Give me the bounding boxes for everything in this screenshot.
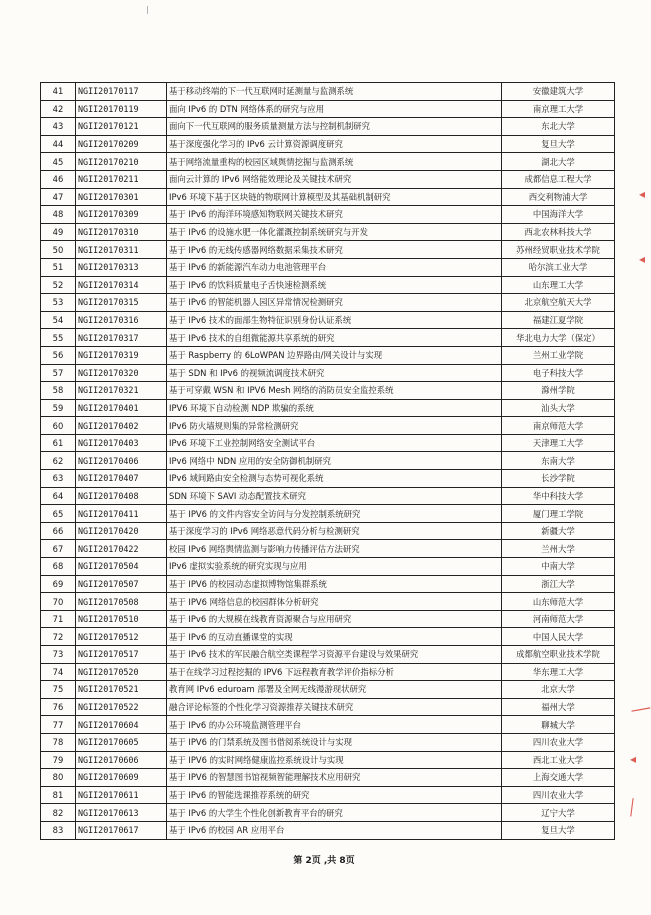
project-code: NGII20170611 [76,786,167,804]
university-name: 山东理工大学 [502,276,615,294]
row-number: 58 [41,382,76,400]
table-row [41,399,615,417]
project-title: 基于 IPV6 网络信息的校园群体分析研究 [167,593,502,611]
project-title: 校园 IPv6 网络舆情监测与影响力传播评估方法研究 [167,540,502,558]
row-number: 53 [41,294,76,312]
project-title: 基于 IPv6 的无线传感器网络数据采集技术研究 [167,241,502,259]
university-name: 河南师范大学 [502,610,615,628]
university-name: 兰州工业学院 [502,346,615,364]
project-code: NGII20170401 [76,399,167,417]
row-number: 54 [41,311,76,329]
project-code: NGII20170504 [76,558,167,576]
row-number: 79 [41,751,76,769]
project-title: IPV6 环境下自动检测 NDP 欺骗的系统 [167,399,502,417]
university-name: 西北农林科技大学 [502,223,615,241]
row-number: 65 [41,505,76,523]
project-code: NGII20170522 [76,698,167,716]
project-code: NGII20170301 [76,188,167,206]
row-number: 73 [41,646,76,664]
table-row [41,751,615,769]
university-name: 成都航空职业技术学院 [502,646,615,664]
scan-mark [147,6,148,14]
row-number: 44 [41,135,76,153]
project-code: NGII20170117 [76,83,167,101]
table-row [41,434,615,452]
university-name: 聊城大学 [502,716,615,734]
project-code: NGII20170517 [76,646,167,664]
project-code: NGII20170520 [76,663,167,681]
table-row [41,382,615,400]
university-name: 汕头大学 [502,399,615,417]
university-name: 北京大学 [502,681,615,699]
project-code: NGII20170321 [76,382,167,400]
project-title: 基于 Raspberry 的 6LoWPAN 边界路由/网关设计与实现 [167,346,502,364]
table-row [41,733,615,751]
row-number: 67 [41,540,76,558]
row-number: 69 [41,575,76,593]
table-row [41,223,615,241]
project-code: NGII20170316 [76,311,167,329]
university-name: 长沙学院 [502,470,615,488]
row-number: 64 [41,487,76,505]
table-row [41,118,615,136]
table-row [41,83,615,101]
university-name: 湖北大学 [502,153,615,171]
row-number: 82 [41,804,76,822]
project-code: NGII20170210 [76,153,167,171]
project-code: NGII20170402 [76,417,167,435]
project-title: 基于 IPv6 技术的自组微能源共享系统的研究 [167,329,502,347]
project-code: NGII20170310 [76,223,167,241]
project-code: NGII20170609 [76,769,167,787]
university-name: 南京师范大学 [502,417,615,435]
project-title: SDN 环境下 SAVI 动态配置技术研究 [167,487,502,505]
project-title: 基于 IPv6 的办公环境监测管理平台 [167,716,502,734]
row-number: 62 [41,452,76,470]
table-row [41,487,615,505]
project-title: IPv6 防火墙规则集的异常检测研究 [167,417,502,435]
row-number: 72 [41,628,76,646]
university-name: 南京理工大学 [502,100,615,118]
project-title: 面向云计算的 IPv6 网络能效理论及关键技术研究 [167,170,502,188]
project-code: NGII20170510 [76,610,167,628]
project-code: NGII20170605 [76,733,167,751]
table-row [41,558,615,576]
row-number: 81 [41,786,76,804]
project-title: 基于 IPv6 的新能源汽车动力电池管理平台 [167,258,502,276]
row-number: 71 [41,610,76,628]
stamp-fragment-1: ◂ [639,187,646,201]
table-row [41,188,615,206]
row-number: 56 [41,346,76,364]
project-title: 基于移动终端的下一代互联网时延测量与监测系统 [167,83,502,101]
project-title: 基于在线学习过程挖掘的 IPV6 下远程教育教学评价指标分析 [167,663,502,681]
project-title: 基于 IPV6 的校园动态虚拟博物馆集群系统 [167,575,502,593]
table-row [41,593,615,611]
table-row [41,821,615,839]
table-row [41,646,615,664]
project-code: NGII20170507 [76,575,167,593]
project-code: NGII20170320 [76,364,167,382]
row-number: 80 [41,769,76,787]
project-code: NGII20170613 [76,804,167,822]
project-code: NGII20170211 [76,170,167,188]
project-code: NGII20170313 [76,258,167,276]
university-name: 北京航空航天大学 [502,294,615,312]
row-number: 74 [41,663,76,681]
table-row [41,364,615,382]
row-number: 57 [41,364,76,382]
university-name: 中国海洋大学 [502,206,615,224]
row-number: 50 [41,241,76,259]
row-number: 47 [41,188,76,206]
project-code: NGII20170408 [76,487,167,505]
table-row [41,769,615,787]
university-name: 华北电力大学（保定） [502,329,615,347]
table-row [41,716,615,734]
project-code: NGII20170403 [76,434,167,452]
project-title: 面向 IPv6 的 DTN 网络体系的研究与应用 [167,100,502,118]
table-row [41,505,615,523]
table-row [41,628,615,646]
project-title: 基于 SDN 和 IPv6 的视频流调度技术研究 [167,364,502,382]
page-footer: 第 2页 ,共 8页 [293,856,355,866]
project-code: NGII20170604 [76,716,167,734]
project-code: NGII20170315 [76,294,167,312]
university-name: 西交利物浦大学 [502,188,615,206]
project-title: IPv6 虚拟实验系统的研究实现与应用 [167,558,502,576]
project-code: NGII20170121 [76,118,167,136]
project-code: NGII20170411 [76,505,167,523]
project-code: NGII20170508 [76,593,167,611]
table-row [41,346,615,364]
project-title: IPv6 环境下工业控制网络安全测试平台 [167,434,502,452]
project-title: 基于深度强化学习的 IPv6 云计算资源调度研究 [167,135,502,153]
table-row [41,698,615,716]
project-code: NGII20170422 [76,540,167,558]
project-code: NGII20170407 [76,470,167,488]
university-name: 辽宁大学 [502,804,615,822]
project-code: NGII20170420 [76,522,167,540]
project-table [40,82,615,840]
row-number: 51 [41,258,76,276]
table-row [41,241,615,259]
project-title: 教育网 IPv6 eduroam 部署及全网无线漫游现状研究 [167,681,502,699]
row-number: 83 [41,821,76,839]
project-code: NGII20170309 [76,206,167,224]
project-title: IPv6 环境下基于区块链的物联网计算模型及其基础机制研究 [167,188,502,206]
project-title: 基于 IPV6 的智慧图书馆视频智能理解技术应用研究 [167,769,502,787]
university-name: 天津理工大学 [502,434,615,452]
table-row [41,575,615,593]
project-title: 基于 IPv6 的智能选课推荐系统的研究 [167,786,502,804]
project-title: 基于 IPv6 的海洋环境感知物联网关键技术研究 [167,206,502,224]
row-number: 41 [41,83,76,101]
university-name: 西北工业大学 [502,751,615,769]
stamp-fragment-2: ◂ [639,252,646,266]
university-name: 复旦大学 [502,821,615,839]
project-title: 基于 IPV6 的实时网络健康监控系统设计与实现 [167,751,502,769]
project-code: NGII20170617 [76,821,167,839]
row-number: 52 [41,276,76,294]
table-row [41,470,615,488]
row-number: 48 [41,206,76,224]
project-code: NGII20170521 [76,681,167,699]
table-row [41,522,615,540]
row-number: 68 [41,558,76,576]
table-row [41,452,615,470]
project-code: NGII20170311 [76,241,167,259]
project-title: 基于 IPv6 的饮料质量电子舌快速检测系统 [167,276,502,294]
university-name: 东南大学 [502,452,615,470]
stamp-fragment-3: │ [630,703,651,716]
project-code: NGII20170119 [76,100,167,118]
row-number: 60 [41,417,76,435]
row-number: 42 [41,100,76,118]
university-name: 成都信息工程大学 [502,170,615,188]
table-row [41,663,615,681]
project-title: 基于 IPv6 的互动直播课堂的实现 [167,628,502,646]
project-title: 基于 IPV6 的文件内容安全访问与分发控制系统研究 [167,505,502,523]
table-row [41,100,615,118]
table-row [41,329,615,347]
project-table-body [41,83,615,840]
project-title: 基于 IPv6 的校园 AR 应用平台 [167,821,502,839]
project-title: 基于 IPV6 的门禁系统及图书借阅系统设计与实现 [167,733,502,751]
table-row [41,786,615,804]
university-name: 新疆大学 [502,522,615,540]
university-name: 电子科技大学 [502,364,615,382]
university-name: 东北大学 [502,118,615,136]
university-name: 山东师范大学 [502,593,615,611]
university-name: 福州大学 [502,698,615,716]
row-number: 75 [41,681,76,699]
university-name: 复旦大学 [502,135,615,153]
project-title: 基于 IPv6 的大学生个性化创新教育平台的研究 [167,804,502,822]
project-code: NGII20170606 [76,751,167,769]
project-code: NGII20170319 [76,346,167,364]
project-title: 基于 IPv6 技术的面部生物特征识别身份认证系统 [167,311,502,329]
stamp-fragment-4: ◂ [630,752,637,766]
stamp-fragment-5: ╱ [625,799,639,817]
table-row [41,276,615,294]
university-name: 苏州经贸职业技术学院 [502,241,615,259]
row-number: 78 [41,733,76,751]
university-name: 哈尔滨工业大学 [502,258,615,276]
project-title: 基于 IPv6 的设施水肥一体化灌溉控制系统研究与开发 [167,223,502,241]
table-row [41,135,615,153]
project-title: 面向下一代互联网的服务质量测量方法与控制机制研究 [167,118,502,136]
project-title: 基于 IPv6 的大规模在线教育资源聚合与应用研究 [167,610,502,628]
project-title: 基于网络流量重构的校园区域舆情挖掘与监测系统 [167,153,502,171]
project-title: 融合评论标签的个性化学习资源推荐关键技术研究 [167,698,502,716]
project-title: 基于可穿戴 WSN 和 IPV6 Mesh 网络的消防员安全监控系统 [167,382,502,400]
university-name: 福建江夏学院 [502,311,615,329]
table-row [41,294,615,312]
table-row [41,258,615,276]
project-code: NGII20170317 [76,329,167,347]
university-name: 四川农业大学 [502,786,615,804]
row-number: 59 [41,399,76,417]
table-row [41,153,615,171]
table-row [41,610,615,628]
row-number: 61 [41,434,76,452]
project-title: 基于深度学习的 IPv6 网络恶意代码分析与检测研究 [167,522,502,540]
university-name: 上海交通大学 [502,769,615,787]
university-name: 华中科技大学 [502,487,615,505]
university-name: 兰州大学 [502,540,615,558]
table-row [41,170,615,188]
project-title: IPv6 域间路由安全检测与态势可视化系统 [167,470,502,488]
table-row [41,417,615,435]
project-title: 基于 IPv6 的智能机器人园区异常情况检测研究 [167,294,502,312]
row-number: 77 [41,716,76,734]
table-row [41,681,615,699]
row-number: 45 [41,153,76,171]
project-title: 基于 IPv6 技术的军民融合航空类课程学习资源平台建设与效果研究 [167,646,502,664]
table-row [41,311,615,329]
table-row [41,540,615,558]
project-code: NGII20170209 [76,135,167,153]
row-number: 55 [41,329,76,347]
row-number: 76 [41,698,76,716]
row-number: 70 [41,593,76,611]
row-number: 46 [41,170,76,188]
table-row [41,206,615,224]
university-name: 四川农业大学 [502,733,615,751]
university-name: 浙江大学 [502,575,615,593]
project-code: NGII20170406 [76,452,167,470]
university-name: 安徽建筑大学 [502,83,615,101]
row-number: 49 [41,223,76,241]
project-code: NGII20170512 [76,628,167,646]
row-number: 63 [41,470,76,488]
project-title: IPv6 网络中 NDN 应用的安全防御机制研究 [167,452,502,470]
table-row [41,804,615,822]
university-name: 中国人民大学 [502,628,615,646]
university-name: 中南大学 [502,558,615,576]
project-code: NGII20170314 [76,276,167,294]
university-name: 滁州学院 [502,382,615,400]
row-number: 66 [41,522,76,540]
university-name: 华东理工大学 [502,663,615,681]
university-name: 厦门理工学院 [502,505,615,523]
row-number: 43 [41,118,76,136]
